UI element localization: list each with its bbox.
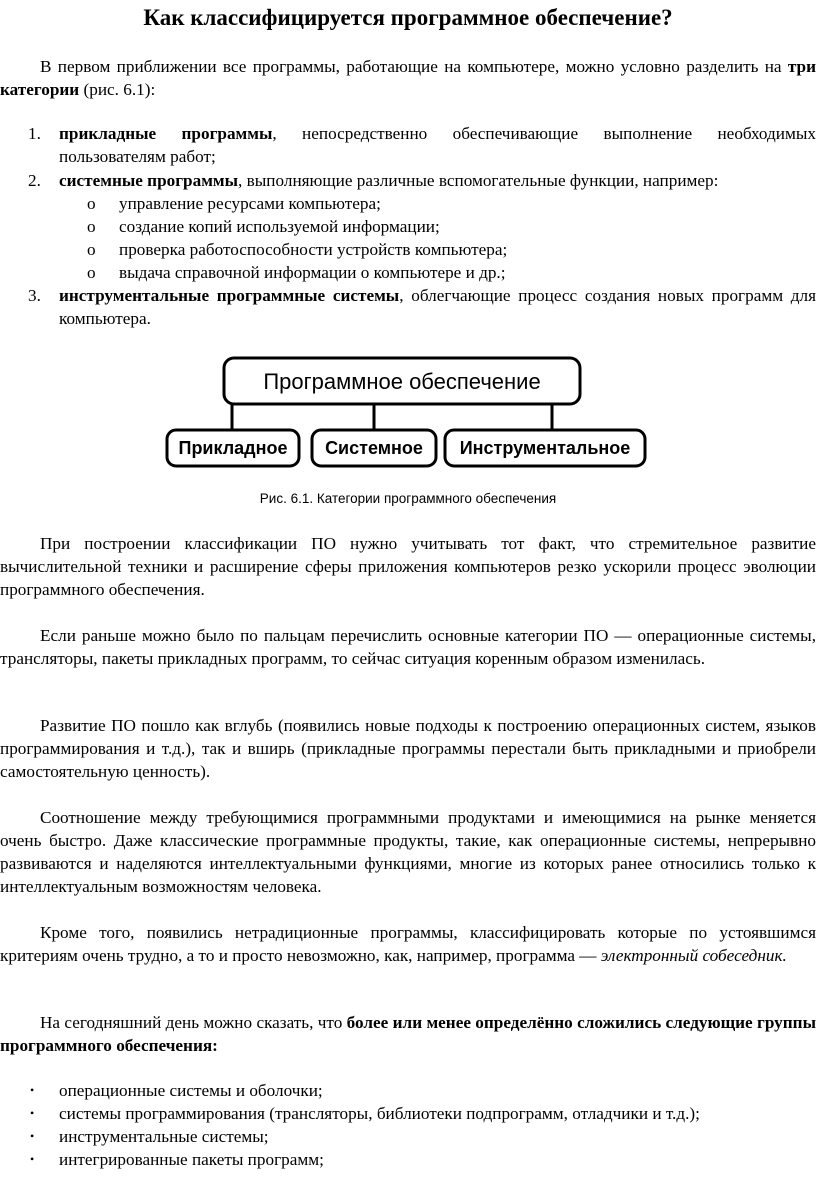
- category-text: , выполняющие различные вспомогательные функции, например:: [238, 171, 719, 190]
- group-item: системы программирования (трансляторы, библиотеки подпрограмм, отладчики и т.д.);: [59, 1104, 700, 1123]
- category-text: , непосредственно обеспечивающие выполнение необходимых пользователям работ;: [59, 124, 816, 166]
- intro-bold: три категории: [0, 57, 816, 99]
- software-categories-diagram: [0, 350, 816, 510]
- intro-after: (рис. 6.1):: [79, 80, 156, 99]
- diagram-svg: [0, 350, 816, 480]
- bullet-marker: •: [30, 1106, 35, 1120]
- sub-item: управление ресурсами компьютера;: [119, 194, 381, 213]
- category-item: [59, 169, 816, 192]
- category-item: [59, 284, 816, 330]
- body-paragraph: Соотношение между требующимися программными продуктами и имеющимися на рынке меняется очень быстро. Даже классические программные продукты, такие, как операционные системы, непрерывно развиваются и наделяются интеллектуальными функциями, многие из которых ранее относились только к интеллектуальным возможностям человека.: [0, 808, 816, 896]
- child-label: Системное: [325, 438, 423, 458]
- category-number: 1.: [28, 124, 41, 143]
- body-paragraph: При построении классификации ПО нужно учитывать тот факт, что стремительное развитие вычислительной техники и расширение сферы приложения компьютеров резко ускорили процесс эволюции программного обеспечения.: [0, 534, 816, 599]
- sub-item: создание копий используемой информации;: [119, 217, 440, 236]
- category-bold: системные программы: [59, 171, 239, 190]
- category-bold: инструментальные программные системы: [59, 286, 400, 305]
- groups-intro-bold: более или менее определённо сложились следующие группы программного обеспечения:: [0, 1013, 816, 1055]
- intro-text: В первом приближении все программы, работающие на компьютере, можно условно разделить на: [40, 57, 788, 76]
- sub-item: проверка работоспособности устройств компьютера;: [119, 240, 508, 259]
- category-text: , облегчающие процесс создания новых программ для компьютера.: [59, 286, 816, 328]
- child-label: Прикладное: [178, 438, 288, 458]
- groups-intro-paragraph: [0, 1011, 816, 1057]
- child-label: Инструментальное: [459, 438, 631, 458]
- category-number: 2.: [28, 171, 41, 190]
- groups-intro-text: На сегодняшний день можно сказать, что: [40, 1013, 347, 1032]
- nontraditional-paragraph: [0, 921, 816, 967]
- intro-paragraph: [0, 55, 816, 101]
- root-label: Программное обеспечение: [263, 369, 541, 394]
- nontraditional-text: Кроме того, появились нетрадиционные программы, классифицировать которые по устоявшимся критериям очень трудно, а то и просто невозможно, как, например, программа —: [0, 923, 816, 965]
- body-paragraph: Развитие ПО пошло как вглубь (появились новые подходы к построению операционных систем, языков программирования и т.д.), так и вширь (прикладные программы перестали быть прикладными и приобрели самостоятельную ценность).: [0, 716, 816, 781]
- group-item: инструментальные системы;: [59, 1127, 269, 1146]
- sub-marker: o: [87, 240, 96, 259]
- group-item: интегрированные пакеты программ;: [59, 1150, 324, 1169]
- sub-item: выдача справочной информации о компьютере и др.;: [119, 263, 506, 282]
- sub-marker: o: [87, 263, 96, 282]
- figure-caption: Рис. 6.1. Категории программного обеспечения: [259, 491, 557, 506]
- sub-marker: o: [87, 217, 96, 236]
- category-number: 3.: [28, 286, 41, 305]
- bullet-marker: •: [30, 1152, 35, 1166]
- group-item: операционные системы и оболочки;: [59, 1081, 323, 1100]
- sub-marker: o: [87, 194, 96, 213]
- category-item: [59, 122, 816, 168]
- bullet-marker: •: [30, 1083, 35, 1097]
- bullet-marker: •: [30, 1129, 35, 1143]
- nontraditional-italic: электронный собеседник.: [600, 946, 787, 965]
- body-paragraph: Если раньше можно было по пальцам перечислить основные категории ПО — операционные системы, трансляторы, пакеты прикладных программ, то сейчас ситуация коренным образом изменилась.: [0, 626, 816, 668]
- page-title: Как классифицируется программное обеспечение?: [143, 5, 673, 30]
- category-bold: прикладные программы: [59, 124, 273, 143]
